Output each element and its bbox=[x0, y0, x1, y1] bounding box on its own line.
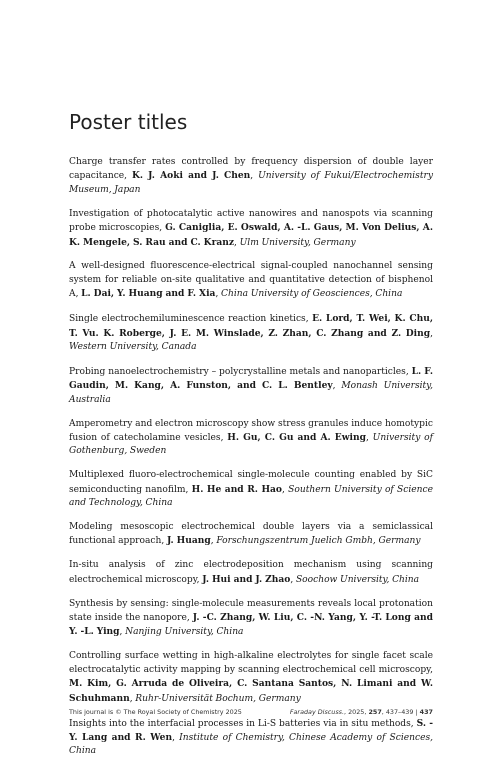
poster-title: In-situ analysis of zinc electrodeposition mechanism using scanning electrochemical microscopy, bbox=[69, 560, 433, 585]
poster-list bbox=[69, 156, 433, 769]
poster-title: A well-designed fluorescence-electrical signal-coupled nanochannel sensing system for reliable on-site qualitative and quantitative detection of bisphenol A, bbox=[69, 261, 433, 300]
poster-authors: H. He and R. Hao bbox=[191, 483, 282, 495]
journal-name: Faraday Discuss. bbox=[289, 708, 345, 716]
poster-entry: Probing nanoelectrochemistry – polycrystalline metals and nanoparticles, L. F. Gaudin, M. Kang, A. Funston, and C. L. Bentley, Monash University, Australia bbox=[69, 365, 434, 405]
poster-affiliation: Ulm University, Germany bbox=[239, 237, 356, 248]
poster-entry: Single electrochemiluminescence reaction kinetics, E. Lord, T. Wei, K. Chu, T. Vu. K. Roberge, J. E. M. Winslade, Z. Zhan, C. Zhang and Z. Ding, Western University, Canada bbox=[69, 313, 433, 352]
poster-title: Controlling surface wetting in high-alkaline electrolytes for single facet scale electrocatalytic activity mapping by scanning electrochemical cell microscopy, bbox=[69, 651, 433, 675]
poster-authors: H. Gu, C. Gu and A. Ewing bbox=[227, 432, 366, 443]
poster-entry: In-situ analysis of zinc electrodeposition mechanism using scanning electrochemical microscopy, J. Hui and J. Zhao, Soochow University, China bbox=[69, 560, 433, 585]
poster-authors: K. J. Aoki and J. Chen bbox=[131, 170, 251, 182]
poster-authors: L. Dai, Y. Huang and F. Xia bbox=[81, 288, 216, 300]
poster-entry: Modeling mesoscopic electrochemical double layers via a semiclassical functional approach, J. Huang, Forschungszentrum Juelich Gmbh, Germany bbox=[69, 522, 433, 547]
poster-authors: E. Lord, T. Wei, K. Chu, T. Vu. K. Roberge, J. E. M. Winslade, Z. Zhan, C. Zhang and Z. Ding bbox=[69, 313, 433, 339]
poster-affiliation: China University of Geosciences, China bbox=[221, 289, 403, 300]
poster-entry: Charge transfer rates controlled by frequency dispersion of double layer capacitance, K. J. Aoki and J. Chen, University of Fukui/Electrochemistry Museum, Japan bbox=[69, 157, 433, 195]
copyright-notice: This journal is © The Royal Society of Chemistry 2025 bbox=[69, 708, 242, 716]
poster-title: Probing nanoelectrochemistry – polycrystalline metals and nanoparticles, bbox=[69, 366, 412, 377]
poster-authors: G. Caniglia, E. Oswald, A. -L. Gaus, M. Von Delius, A. K. Mengele, S. Rau and C. Kranz bbox=[69, 222, 434, 248]
poster-authors: J. Hui and J. Zhao bbox=[202, 573, 291, 585]
poster-affiliation: Western University, Canada bbox=[69, 341, 197, 352]
poster-entry: Synthesis by sensing: single-molecule measurements reveals local protonation state inside the nanopore, J. -C. Zhang, W. Liu, C. -N. Yang, Y. -T. Long and Y. -L. Ying, Nanjing University, China bbox=[69, 598, 433, 638]
page-number: 437 bbox=[419, 708, 433, 716]
poster-entry: A well-designed fluorescence-electrical signal-coupled nanochannel sensing system for reliable on-site qualitative and quantitative detection of bisphenol A, L. Dai, Y. Huang and F. Xia, China University of Geosciences, China bbox=[69, 261, 433, 300]
poster-authors: S. -Y. Lang and R. Wen bbox=[69, 717, 433, 743]
poster-authors: M. Kim, G. Arruda de Oliveira, C. Santana Santos, N. Limani and W. Schuhmann bbox=[69, 678, 433, 704]
poster-entry: Insights into the interfacial processes in Li-S batteries via in situ methods, S. -Y. Lang and R. Wen, Institute of Chemistry, Chinese Academy of Sciences, China bbox=[69, 717, 434, 757]
poster-entry: Investigation of photocatalytic active nanowires and nanospots via scanning probe microscopies, G. Caniglia, E. Oswald, A. -L. Gaus, M. Von Delius, A. K. Mengele, S. Rau and C. Kranz, Ulm University, Germany bbox=[69, 208, 434, 248]
poster-affiliation: Southern University of Science and Technology, China bbox=[69, 484, 433, 509]
poster-title: Single electrochemiluminescence reaction kinetics, bbox=[69, 314, 313, 325]
citation-year: , 2025, bbox=[344, 708, 369, 716]
poster-title: Multiplexed fluoro-electrochemical single-molecule counting enabled by SiC semiconducting nanofilm, bbox=[69, 470, 433, 495]
poster-entry: Controlling surface wetting in high-alkaline electrolytes for single facet scale electrocatalytic activity mapping by scanning electrochemical cell microscopy, M. Kim, G. Arruda de Oliveira, C. Santana Santos, N. Limani and W. Schuhmann, Ruhr-Universität Bochum, Germany bbox=[69, 651, 433, 704]
poster-title: Insights into the interfacial processes in Li-S batteries via in situ methods, bbox=[69, 718, 417, 729]
poster-title: Investigation of photocatalytic active nanowires and nanospots via scanning probe microscopies, bbox=[69, 208, 433, 234]
poster-title: Synthesis by sensing: single-molecule measurements reveals local protonation state inside the nanopore, bbox=[69, 598, 433, 624]
poster-affiliation: Institute of Chemistry, Chinese Academy of Sciences, China bbox=[69, 732, 434, 757]
poster-authors: J. -C. Zhang, W. Liu, C. -N. Yang, Y. -T. Long and Y. -L. Ying bbox=[69, 612, 433, 638]
poster-title: Amperometry and electron microscopy show stress granules induce homotypic fusion of catecholamine vesicles, bbox=[69, 418, 433, 443]
poster-affiliation: Monash University, Australia bbox=[69, 381, 433, 405]
poster-affiliation: Ruhr-Universität Bochum, Germany bbox=[135, 693, 301, 704]
poster-authors: J. Huang bbox=[166, 535, 211, 547]
page-heading: Poster titles bbox=[69, 110, 188, 134]
volume-number: 257 bbox=[368, 708, 382, 716]
poster-affiliation: Soochow University, China bbox=[295, 574, 420, 585]
poster-affiliation: University of Gothenburg, Sweden bbox=[69, 433, 433, 457]
poster-entry: Multiplexed fluoro-electrochemical single-molecule counting enabled by SiC semiconducting nanofilm, H. He and R. Hao, Southern University of Science and Technology, China bbox=[69, 470, 433, 509]
poster-title: Modeling mesoscopic electrochemical double layers via a semiclassical functional approach, bbox=[69, 522, 433, 547]
poster-affiliation: University of Fukui/Electrochemistry Museum, Japan bbox=[69, 171, 433, 195]
poster-title: Charge transfer rates controlled by frequency dispersion of double layer capacitance, bbox=[69, 157, 433, 182]
page-range: , 437–439 | bbox=[381, 708, 420, 716]
poster-affiliation: Nanjing University, China bbox=[125, 627, 244, 638]
poster-affiliation: Forschungszentrum Juelich Gmbh, Germany bbox=[216, 536, 421, 547]
citation bbox=[290, 708, 433, 716]
poster-authors: L. F. Gaudin, M. Kang, A. Funston, and C. L. Bentley bbox=[69, 365, 434, 392]
poster-entry: Amperometry and electron microscopy show stress granules induce homotypic fusion of catecholamine vesicles, H. Gu, C. Gu and A. Ewing, University of Gothenburg, Sweden bbox=[69, 418, 433, 457]
